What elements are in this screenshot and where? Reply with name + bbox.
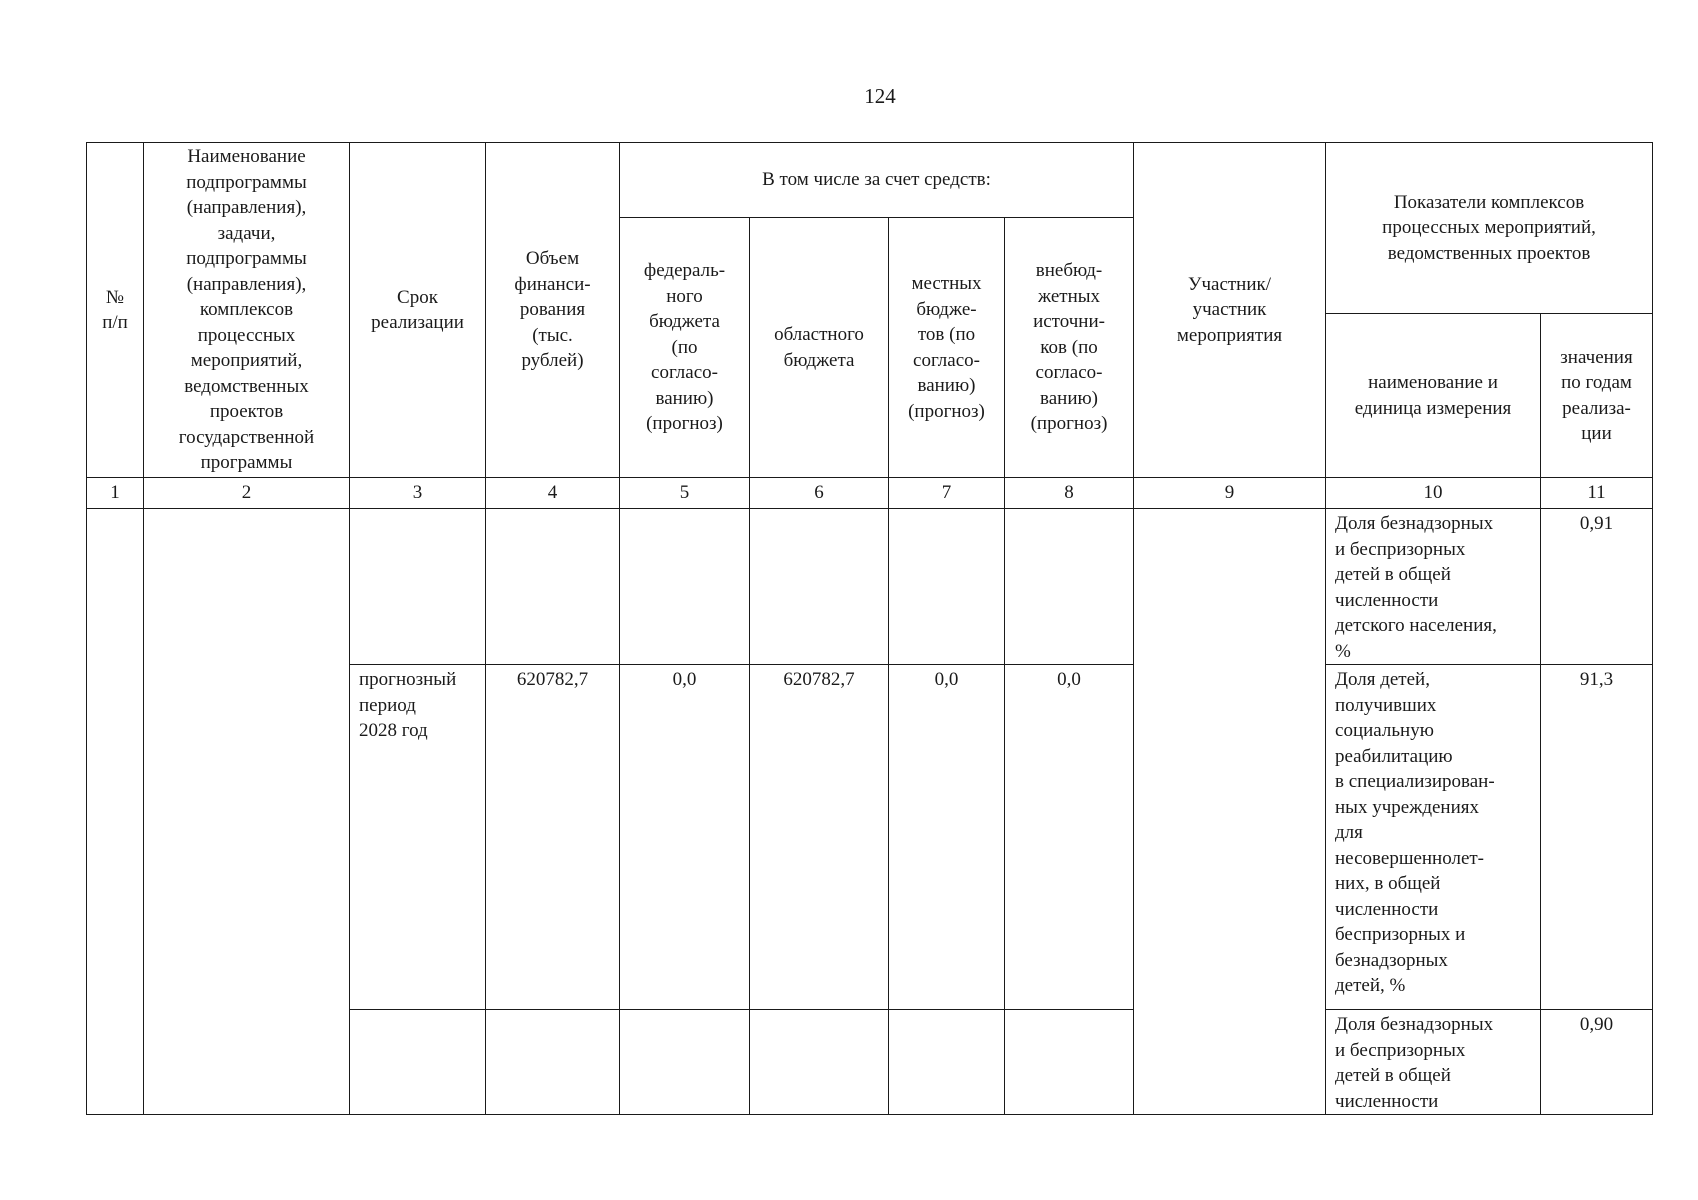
row-volume <box>486 509 620 665</box>
row-extrabudget: 0,0 <box>1005 665 1134 1010</box>
header-participant: Участник/ участник мероприятия <box>1134 143 1326 478</box>
header-indicator-values: значения по годам реализа- ции <box>1541 314 1653 478</box>
row-local <box>889 1010 1005 1115</box>
header-federal: федераль- ного бюджета (по согласо- ванию) (прогноз) <box>620 218 750 478</box>
row-participant-cell <box>1134 509 1326 1115</box>
header-local: местных бюдже- тов (по согласо- ванию) (прогноз) <box>889 218 1005 478</box>
row-period <box>350 1010 486 1115</box>
column-number: 1 <box>87 478 144 509</box>
header-extrabudget: внебюд- жетных источни- ков (по согласо- ванию) (прогноз) <box>1005 218 1134 478</box>
row-federal <box>620 1010 750 1115</box>
column-number: 10 <box>1326 478 1541 509</box>
column-number: 3 <box>350 478 486 509</box>
header-program-name: Наименование подпрограммы (направления), задачи, подпрограммы (направления), комплексов процессных мероприятий, ведомственных проектов государственной программы <box>144 143 350 478</box>
column-number: 9 <box>1134 478 1326 509</box>
row-local: 0,0 <box>889 665 1005 1010</box>
row-value: 0,90 <box>1541 1010 1653 1115</box>
column-number: 6 <box>750 478 889 509</box>
column-number: 4 <box>486 478 620 509</box>
row-extrabudget <box>1005 1010 1134 1115</box>
table-row <box>87 509 1653 665</box>
page-number: 124 <box>864 84 896 108</box>
header-period: Срок реализации <box>350 143 486 478</box>
row-program-name-cell <box>144 509 350 1115</box>
row-period <box>350 509 486 665</box>
row-federal: 0,0 <box>620 665 750 1010</box>
row-regional <box>750 509 889 665</box>
header-indicators-group: Показатели комплексов процессных мероприятий, ведомственных проектов <box>1326 143 1653 314</box>
row-federal <box>620 509 750 665</box>
row-indicator: Доля безнадзорных и беспризорных детей в общей численности <box>1326 1010 1541 1115</box>
row-value: 91,3 <box>1541 665 1653 1010</box>
column-number: 2 <box>144 478 350 509</box>
header-number: № п/п <box>87 143 144 478</box>
header-volume: Объем финанси- рования (тыс. рублей) <box>486 143 620 478</box>
row-extrabudget <box>1005 509 1134 665</box>
row-local <box>889 509 1005 665</box>
header-indicator-name: наименование и единица измерения <box>1326 314 1541 478</box>
column-number: 8 <box>1005 478 1134 509</box>
header-regional: областного бюджета <box>750 218 889 478</box>
row-regional <box>750 1010 889 1115</box>
program-table <box>86 142 1653 1115</box>
column-number: 11 <box>1541 478 1653 509</box>
row-indicator: Доля детей, получивших социальную реабилитацию в специализирован- ных учреждениях для несовершеннолет- них, в общей численности беспризорных и безнадзорных детей, % <box>1326 665 1541 1010</box>
row-indicator: Доля безнадзорных и беспризорных детей в общей численности детского населения, % <box>1326 509 1541 665</box>
header-funds-group: В том числе за счет средств: <box>620 143 1134 218</box>
column-number: 5 <box>620 478 750 509</box>
row-number-cell <box>87 509 144 1115</box>
header-row-1 <box>87 143 1653 218</box>
row-volume <box>486 1010 620 1115</box>
column-number: 7 <box>889 478 1005 509</box>
column-number-row <box>87 478 1653 509</box>
row-regional: 620782,7 <box>750 665 889 1010</box>
row-volume: 620782,7 <box>486 665 620 1010</box>
row-value: 0,91 <box>1541 509 1653 665</box>
row-period: прогнозный период 2028 год <box>350 665 486 1010</box>
